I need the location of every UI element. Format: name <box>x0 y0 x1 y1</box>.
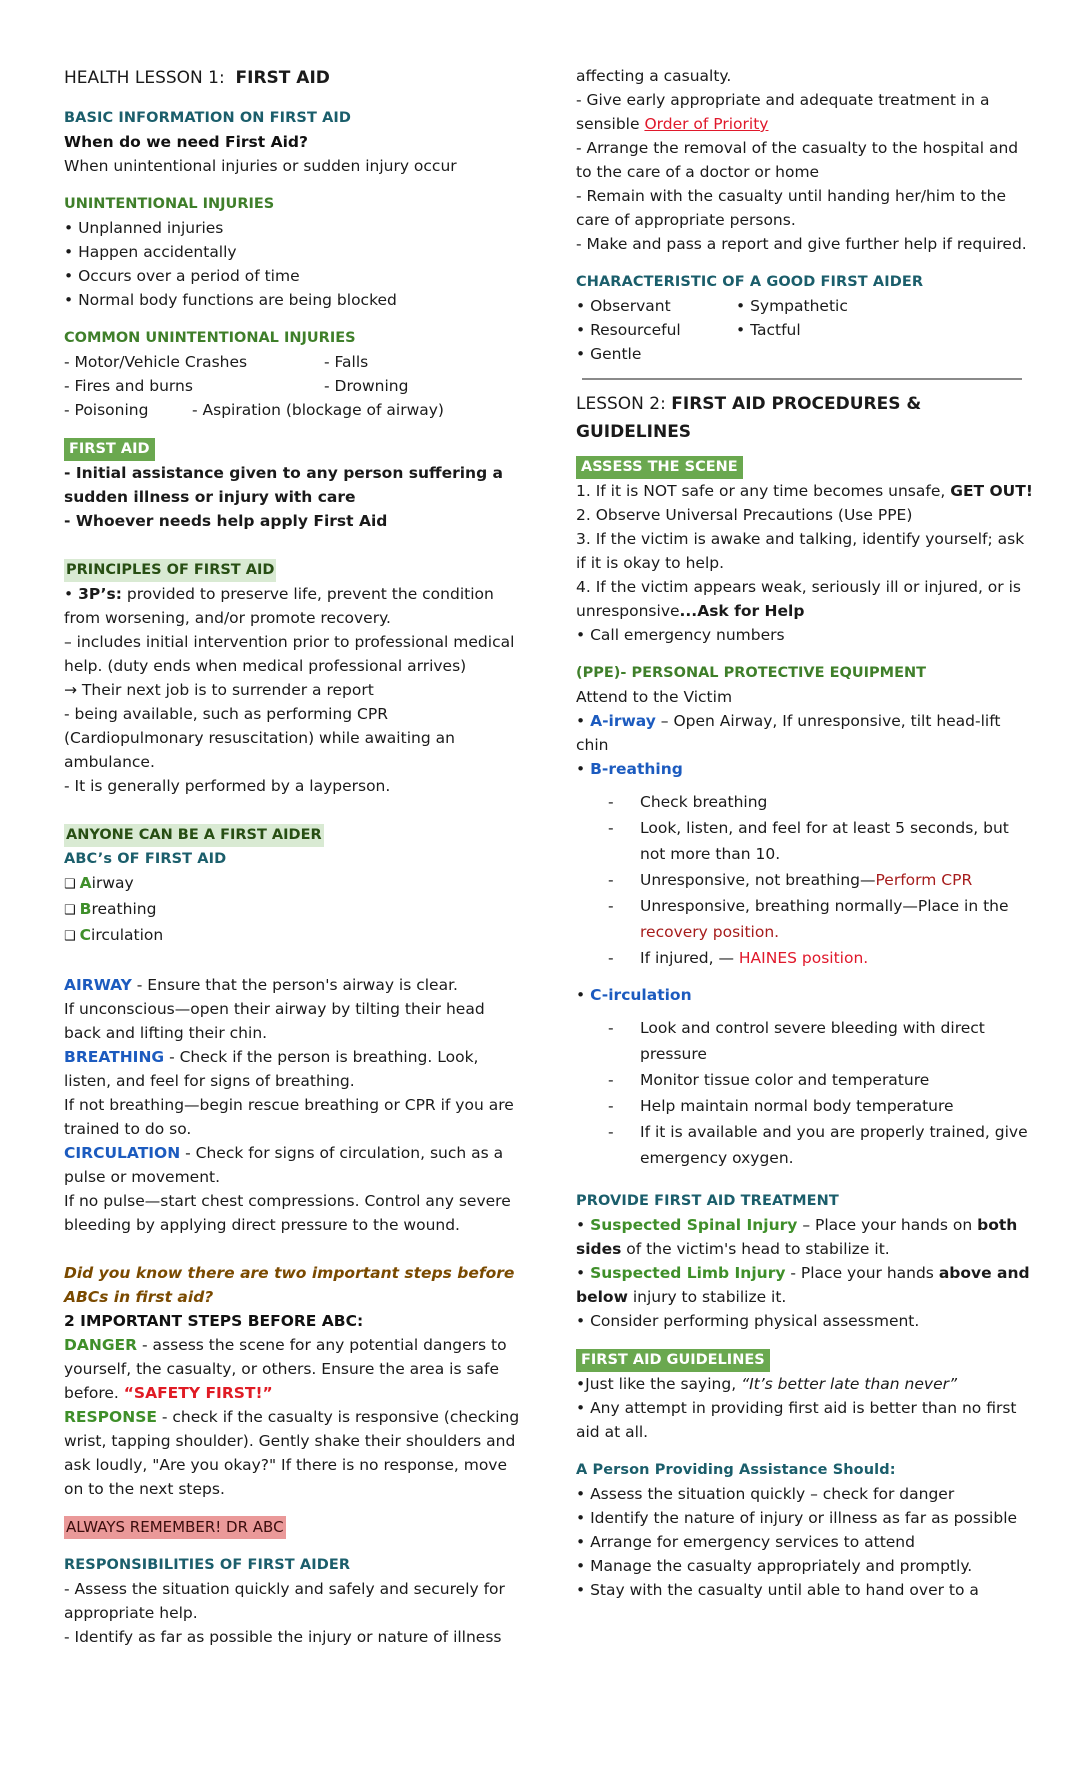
checkbox-icon: ❑ <box>64 903 76 918</box>
list-item: • Normal body functions are being blocked <box>64 291 397 309</box>
abc-item: ❑ Airway <box>64 874 134 892</box>
responsibilities-continued: affecting a casualty. - Give early appropriate and adequate treatment in a sensible Order of Priority - Arrange the removal of the casualty to the hospital and to the care of a doctor or home - Remain with the casualty until handing her/him to the care of appropriate persons. - Make and pass a report and give further help if required. <box>576 67 1027 253</box>
steps-before-section: Did you know there are two important steps before ABCs in first aid? 2 IMPORTANT STEPS BEFORE ABC: DANGER - assess the scene for any potential dangers to yourself, the casualty, or others. Ensure the area is safe before. “SAFETY FIRST!” RESPONSE - check if the casualty is responsive (checking wrist, tapping shoulder). Gently shake their shoulders and ask loudly, "Are you okay?" If there is no response, move on to the next steps. <box>64 1261 524 1501</box>
list-item: • Manage the casualty appropriately and promptly. <box>576 1557 973 1575</box>
list-item: - Check breathing <box>608 793 768 811</box>
remember-badge: ALWAYS REMEMBER! DR ABC <box>64 1516 286 1539</box>
list-row: • Gentle <box>576 345 642 363</box>
common-injuries-section <box>64 326 524 422</box>
list-item: - Unresponsive, not breathing—Perform CPR <box>608 871 973 889</box>
principles-badge: PRINCIPLES OF FIRST AID <box>64 559 276 582</box>
left-column <box>64 64 524 1649</box>
circulation-list <box>576 1015 1036 1171</box>
list-item: • Stay with the casualty until able to hand over to a <box>576 1581 979 1599</box>
list-item: • Occurs over a period of time <box>64 267 300 285</box>
ppe-section: (PPE)- PERSONAL PROTECTIVE EQUIPMENT Attend to the Victim • A-irway – Open Airway, If unresponsive, tilt head-lift chin • B-reathing - Check breathing - Look, listen, and feel for at least 5 seconds, but not more than 10. - Unresponsive, not breathing—Perform CPR - Unresponsive, breathing normally—Place in the recovery position. - If injured, — HAINES position. • C-irculation - Look and control severe bleeding with direct pressure - Monitor tissue color and temperature - Help maintain normal body temperature - If it is available and you are properly trained, give emergency oxygen. <box>576 661 1036 1171</box>
checkbox-icon: ❑ <box>64 877 76 892</box>
unintentional-injuries-section <box>64 192 524 312</box>
list-row: - Fires and burns - Drowning <box>64 377 409 395</box>
order-of-priority-link[interactable]: Order of Priority <box>644 115 769 133</box>
assess-badge: ASSESS THE SCENE <box>576 456 743 479</box>
list-item: • Arrange for emergency services to attend <box>576 1533 915 1551</box>
principles-section: PRINCIPLES OF FIRST AID • 3P’s: provided to preserve life, prevent the condition from worsening, and/or promote recovery. – includes initial intervention prior to professional medical help. (duty ends when medical professional arrives) → Their next job is to surrender a report - being available, such as performing CPR (Cardiopulmonary resuscitation) while awaiting an ambulance. - It is generally performed by a layperson. <box>64 557 524 798</box>
list-item: - Look, listen, and feel for at least 5 seconds, but not more than 10. <box>608 819 1009 863</box>
list-item: • Assess the situation quickly – check for danger <box>576 1485 955 1503</box>
list-row: - Motor/Vehicle Crashes - Falls <box>64 353 369 371</box>
list-item: - Monitor tissue color and temperature <box>608 1071 930 1089</box>
list-item: • Happen accidentally <box>64 243 237 261</box>
section-heading: UNINTENTIONAL INJURIES <box>64 196 275 212</box>
basic-info-section <box>64 106 524 178</box>
section-heading: BASIC INFORMATION ON FIRST AID <box>64 110 352 126</box>
list-item: - If it is available and you are properly trained, give emergency oxygen. <box>608 1123 1028 1167</box>
did-you-know: Did you know there are two important steps before ABCs in first aid? <box>64 1264 515 1306</box>
list-item: - Look and control severe bleeding with direct pressure <box>608 1019 985 1063</box>
first-aid-section: FIRST AID - Initial assistance given to any person suffering a sudden illness or injury with care - Whoever needs help apply First Aid <box>64 436 524 533</box>
list-item: - Help maintain normal body temperature <box>608 1097 954 1115</box>
abc-heading: ABC’s OF FIRST AID <box>64 851 227 867</box>
first-aid-badge: FIRST AID <box>64 438 155 461</box>
lesson2-title: LESSON 2: FIRST AID PROCEDURES & GUIDELINES <box>576 394 922 442</box>
list-item: - If injured, — HAINES position. <box>608 949 869 967</box>
answer: When unintentional injuries or sudden injury occur <box>64 157 457 175</box>
abc-item: ❑ Breathing <box>64 900 157 918</box>
responsibilities-section: RESPONSIBILITIES OF FIRST AIDER - Assess the situation quickly and safely and securely for appropriate help. - Identify as far as possible the injury or nature of illness <box>64 1557 505 1646</box>
treatment-section: PROVIDE FIRST AID TREATMENT • Suspected Spinal Injury – Place your hands on both sides of the victim's head to stabilize it. • Suspected Limb Injury - Place your hands above and below injury to stabilize it. • Consider performing physical assessment. <box>576 1193 1030 1330</box>
anyone-section <box>64 822 524 949</box>
list-row: - Poisoning - Aspiration (blockage of airway) <box>64 401 444 419</box>
assess-section: ASSESS THE SCENE 1. If it is NOT safe or any time becomes unsafe, GET OUT! 2. Observe Universal Precautions (Use PPE) 3. If the victim is awake and talking, identify yourself; ask if it is okay to help. 4. If the victim appears weak, seriously ill or injured, or is unresponsive...Ask for Help • Call emergency numbers <box>576 454 1036 647</box>
guidelines-badge: FIRST AID GUIDELINES <box>576 1349 770 1372</box>
section-divider <box>582 378 1022 380</box>
abc-item: ❑ Circulation <box>64 926 164 944</box>
section-heading: COMMON UNINTENTIONAL INJURIES <box>64 330 356 346</box>
breathing-list <box>576 789 1036 971</box>
list-row: • Resourceful • Tactful <box>576 321 801 339</box>
question: When do we need First Aid? <box>64 133 308 151</box>
list-item: - Unresponsive, breathing normally—Place in the recovery position. <box>608 897 1009 941</box>
checkbox-icon: ❑ <box>64 929 76 944</box>
list-item: • Unplanned injuries <box>64 219 224 237</box>
lesson1-title: HEALTH LESSON 1: FIRST AID <box>64 68 330 88</box>
list-item: • Identify the nature of injury or illness as far as possible <box>576 1509 1018 1527</box>
abc-detail-section: AIRWAY - Ensure that the person's airway is clear. If unconscious—open their airway by tilting their head back and lifting their chin. BREATHING - Check if the person is breathing. Look, listen, and feel for signs of breathing. If not breathing—begin rescue breathing or CPR if you are trained to do so. CIRCULATION - Check for signs of circulation, such as a pulse or movement. If no pulse—start chest compressions. Control any severe bleeding by applying direct pressure to the wound. <box>64 976 514 1234</box>
assistance-section: A Person Providing Assistance Should: • Assess the situation quickly – check for danger • Identify the nature of injury or illness as far as possible • Arrange for emergency services to attend • Manage the casualty appropriately and promptly. • Stay with the casualty until able to hand over to a <box>576 1458 1036 1602</box>
guidelines-section: FIRST AID GUIDELINES •Just like the saying, “It’s better late than never” • Any attempt in providing first aid is better than no first aid at all. <box>576 1347 1036 1444</box>
anyone-badge: ANYONE CAN BE A FIRST AIDER <box>64 824 324 847</box>
list-row: • Observant • Sympathetic <box>576 297 848 315</box>
right-column <box>576 64 1036 1602</box>
characteristics-section: CHARACTERISTIC OF A GOOD FIRST AIDER • Observant • Sympathetic • Resourceful • Tactful • Gentle <box>576 270 1036 366</box>
